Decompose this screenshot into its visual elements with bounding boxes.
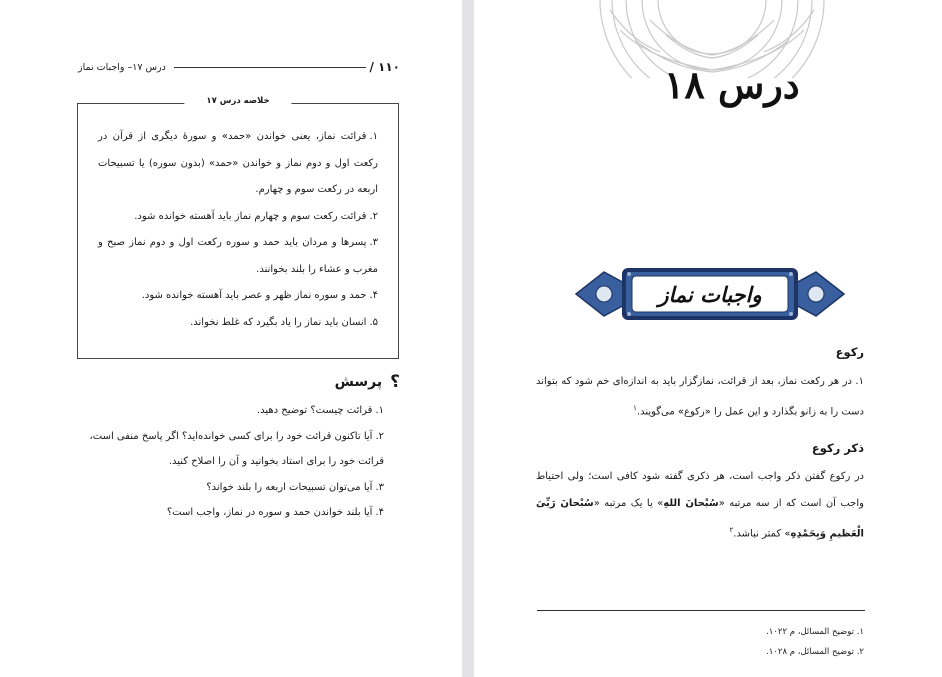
footnote-item: ۲. توضیح المسائل، م ۱۰۲۸. <box>766 647 864 657</box>
questions-heading <box>335 372 400 392</box>
running-title: درس ۱۷– واجبات نماز <box>78 62 166 73</box>
book-gutter <box>462 0 474 677</box>
summary-item: ۳.پسرها و مردان باید حمد و سوره رکعت اول و دوم نماز صبح و مغرب و عشاء را بلند بخوانند. <box>98 237 378 275</box>
left-page <box>0 0 462 677</box>
footnote-item: ۱. توضیح المسائل، م ۱۰۲۲. <box>766 627 864 637</box>
question-item: ۱.قرائت چیست؟ توضیح دهید. <box>256 405 384 416</box>
paragraph-ruku-dhikr: در رکوع گفتن ذکر واجب است، هر ذکری گفته شود کافی است؛ ولی احتیاط واجب آن است که از سه مرتبه «سُبْحانَ اللهِ» یا یک مرتبه «سُبْحانَ رَبِّیَ الْعَظیمِ وَبِحَمْدِهِ» کمتر نباشد.$^۲$ <box>536 471 864 540</box>
lesson-title: درس ۱۸ <box>664 62 800 107</box>
summary-item: ۴.حمد و سوره نماز ظهر و عصر باید آهسته خوانده شود. <box>141 290 378 301</box>
banner-title: واجبات نماز <box>658 281 762 307</box>
summary-item: ۵.انسان باید نماز را یاد بگیرد که غلط نخواند. <box>190 316 378 328</box>
question-item: ۳.آیا می‌توان تسبیحات اربعه را بلند خواند؟ <box>206 481 384 493</box>
summary-box <box>77 96 399 359</box>
footnotes <box>536 622 864 662</box>
page-header <box>78 60 400 78</box>
question-item: ۲.آیا تاکنون قرائت خود را برای کسی خوانده‌اید؟ اگر پاسخ منفی است، قرائت خود را برای استاد بخوانید و آن را اصلاح کنید. <box>89 430 384 467</box>
summary-item: ۱.قرائت نماز، یعنی خواندن «حمد» و سورۀ دیگری از قرآن در رکعت اول و دوم نماز و خواندن «حمد» (بدون سوره) یا تسبیحات اربعه در رکعت سوم و چهارم. <box>98 131 378 195</box>
summary-item: ۲.قرائت رکعت سوم و چهارم نماز باید آهسته خوانده شود. <box>134 210 378 222</box>
question-mark-icon: ؟ <box>390 372 400 392</box>
paragraph-ruku: ۱. در هر رکعت نماز، بعد از قرائت، نمازگزار باید به اندازه‌ای خم شود که بتواند دست را به زانو بگذارد و این عمل را «رکوع» می‌گویند.$^۱$ <box>536 376 864 418</box>
question-item: ۴.آیا بلند خواندن حمد و سوره در نماز، واجب است؟ <box>166 507 384 518</box>
footnote-ref: ۲ <box>729 526 734 534</box>
summary-list <box>98 124 378 336</box>
section-heading-ruku: رکوع <box>835 345 864 359</box>
header-divider <box>174 67 366 68</box>
question-list <box>64 398 384 526</box>
section-heading-ruku-dhikr: ذکر رکوع <box>811 441 864 455</box>
footnote-ref: ۱ <box>633 404 637 412</box>
footnote-divider <box>537 610 865 611</box>
dhikr-text: سُبْحانَ رَبِّیَ الْعَظیمِ وَبِحَمْدِهِ <box>536 498 864 540</box>
summary-title: خلاصه درس ۱۷ <box>184 96 291 106</box>
page-number: ۱۱۰ / <box>369 60 400 74</box>
questions-heading-label: پرسش <box>334 374 383 390</box>
dhikr-text: سُبْحانَ اللهِ <box>663 498 719 509</box>
right-page <box>474 0 942 677</box>
